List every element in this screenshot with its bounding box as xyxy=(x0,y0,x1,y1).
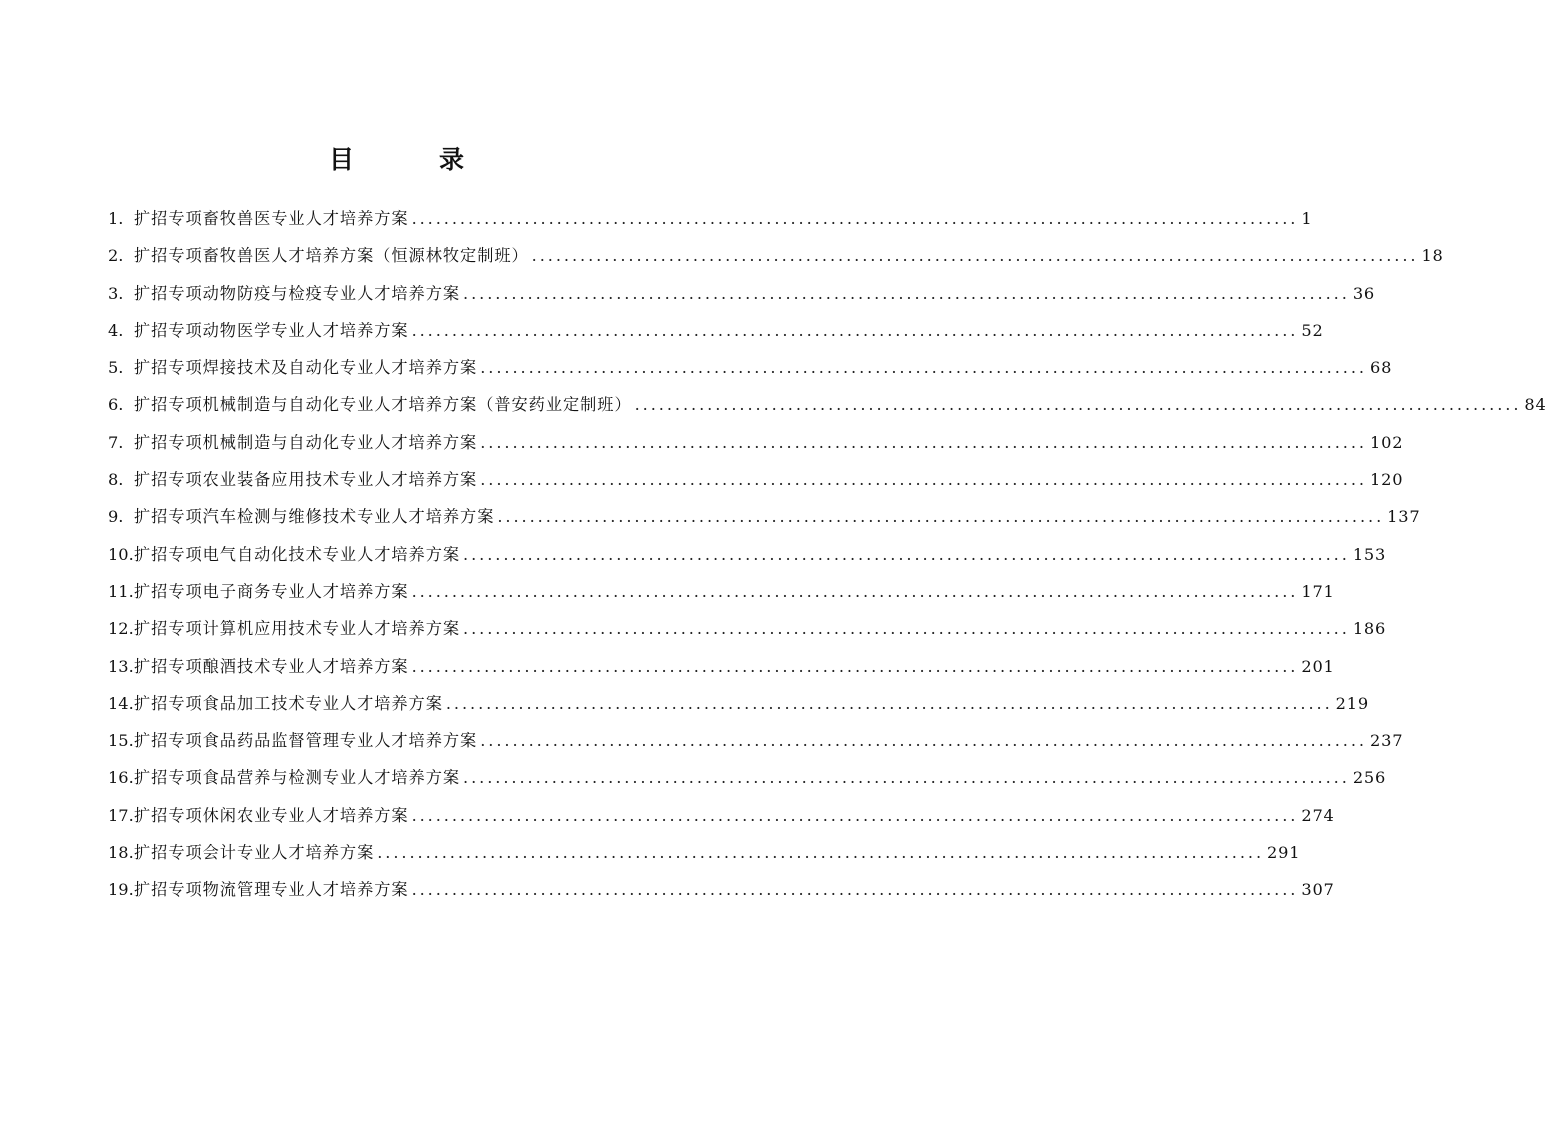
toc-entry-page-number: 171 xyxy=(1301,581,1335,601)
toc-entry-title: 扩招专项畜牧兽医人才培养方案（恒源林牧定制班） xyxy=(134,246,529,266)
toc-dot-leader: .............................................................................................................. xyxy=(411,880,1299,900)
toc-entry-title: 扩招专项休闲农业专业人才培养方案 xyxy=(134,805,409,825)
toc-entry-page-number: 274 xyxy=(1301,805,1335,825)
toc-dot-leader: .............................................................................................................. xyxy=(480,358,1367,378)
toc-entry[interactable] xyxy=(108,759,1387,796)
toc-entry-page-number: 219 xyxy=(1335,693,1369,713)
toc-entry-title: 扩招专项电气自动化技术专业人才培养方案 xyxy=(134,544,461,564)
toc-entry[interactable] xyxy=(108,648,1335,685)
toc-dot-leader: .............................................................................................................. xyxy=(411,320,1299,340)
toc-entry[interactable] xyxy=(108,386,1547,423)
toc-entry-page-number: 186 xyxy=(1352,619,1387,639)
toc-entry-title: 扩招专项农业装备应用技术专业人才培养方案 xyxy=(134,470,478,490)
toc-dot-leader: .............................................................................................................. xyxy=(463,283,1350,303)
toc-entry[interactable] xyxy=(108,536,1387,573)
toc-entry-title: 扩招专项机械制造与自动化专业人才培养方案（普安药业定制班） xyxy=(134,395,632,415)
toc-entry-number: 16. xyxy=(108,768,134,788)
toc-dot-leader: .............................................................................................................. xyxy=(480,731,1367,751)
toc-dot-leader: .............................................................................................................. xyxy=(480,432,1367,452)
toc-dot-leader: .............................................................................................................. xyxy=(531,246,1419,266)
toc-dot-leader: .............................................................................................................. xyxy=(411,209,1299,228)
toc-entry-title: 扩招专项动物防疫与检疫专业人才培养方案 xyxy=(134,283,461,303)
toc-entry-page-number: 291 xyxy=(1267,843,1301,863)
toc-entry-number: 19. xyxy=(108,880,134,900)
toc-entry-page-number: 68 xyxy=(1369,358,1393,378)
toc-entry[interactable] xyxy=(108,722,1404,759)
toc-entry-page-number: 36 xyxy=(1352,283,1376,303)
toc-entry-title: 扩招专项酿酒技术专业人才培养方案 xyxy=(134,656,409,676)
toc-entry-page-number: 153 xyxy=(1352,544,1387,564)
toc-entry[interactable] xyxy=(108,424,1404,461)
toc-dot-leader: .............................................................................................................. xyxy=(497,507,1385,527)
toc-entry[interactable] xyxy=(108,349,1393,386)
toc-entry-title: 扩招专项物流管理专业人才培养方案 xyxy=(134,880,409,900)
toc-entry-number: 13. xyxy=(108,656,134,676)
toc-entry[interactable] xyxy=(108,461,1404,498)
toc-entry-title: 扩招专项会计专业人才培养方案 xyxy=(134,843,375,863)
table-of-contents xyxy=(108,200,1547,909)
toc-entry-page-number: 52 xyxy=(1301,320,1324,340)
toc-dot-leader: .............................................................................................................. xyxy=(445,693,1333,713)
toc-entry-number: 12. xyxy=(108,619,134,639)
toc-entry-number: 14. xyxy=(108,693,134,713)
toc-entry-page-number: 102 xyxy=(1369,432,1404,452)
toc-entry-title: 扩招专项食品营养与检测专业人才培养方案 xyxy=(134,768,461,788)
toc-entry-title: 扩招专项电子商务专业人才培养方案 xyxy=(134,581,409,601)
toc-entry-page-number: 201 xyxy=(1301,656,1335,676)
toc-entry-number: 18. xyxy=(108,843,134,863)
toc-entry[interactable] xyxy=(108,275,1376,312)
toc-dot-leader: .............................................................................................................. xyxy=(411,581,1299,601)
toc-entry-title: 扩招专项焊接技术及自动化专业人才培养方案 xyxy=(134,358,478,378)
toc-entry[interactable] xyxy=(108,685,1369,722)
toc-entry-number: 15. xyxy=(108,731,134,751)
page-title: 目 录 xyxy=(328,144,494,174)
toc-entry[interactable] xyxy=(108,797,1335,834)
toc-entry-page-number: 18 xyxy=(1421,246,1444,266)
toc-entry-title: 扩招专项汽车检测与维修技术专业人才培养方案 xyxy=(134,507,495,527)
toc-dot-leader: .............................................................................................................. xyxy=(634,395,1522,415)
toc-entry-number: 8. xyxy=(108,470,124,490)
toc-dot-leader: .............................................................................................................. xyxy=(463,768,1350,788)
toc-dot-leader: .............................................................................................................. xyxy=(463,619,1350,639)
toc-entry-number: 1. xyxy=(108,209,124,228)
toc-entry-number: 11. xyxy=(108,581,134,601)
toc-entry-number: 4. xyxy=(108,320,124,340)
toc-dot-leader: .............................................................................................................. xyxy=(411,805,1299,825)
toc-entry-page-number: 256 xyxy=(1352,768,1387,788)
toc-entry-number: 17. xyxy=(108,805,134,825)
toc-entry-title: 扩招专项食品加工技术专业人才培养方案 xyxy=(134,693,443,713)
toc-dot-leader: .............................................................................................................. xyxy=(377,843,1265,863)
toc-entry-number: 6. xyxy=(108,395,124,415)
toc-entry[interactable] xyxy=(108,871,1335,908)
toc-entry[interactable] xyxy=(108,200,1313,237)
toc-entry-page-number: 237 xyxy=(1369,731,1404,751)
toc-entry[interactable] xyxy=(108,312,1324,349)
toc-entry-title: 扩招专项动物医学专业人才培养方案 xyxy=(134,320,409,340)
toc-entry-number: 10. xyxy=(108,544,134,564)
toc-entry-title: 扩招专项食品药品监督管理专业人才培养方案 xyxy=(134,731,478,751)
toc-entry[interactable] xyxy=(108,498,1421,535)
toc-entry-page-number: 137 xyxy=(1387,507,1421,527)
toc-dot-leader: .............................................................................................................. xyxy=(480,470,1367,490)
toc-entry-number: 7. xyxy=(108,432,124,452)
toc-entry-title: 扩招专项计算机应用技术专业人才培养方案 xyxy=(134,619,461,639)
toc-entry-page-number: 1 xyxy=(1301,209,1313,228)
toc-entry[interactable] xyxy=(108,610,1387,647)
toc-dot-leader: .............................................................................................................. xyxy=(463,544,1350,564)
toc-entry-page-number: 120 xyxy=(1369,470,1404,490)
toc-entry-page-number: 84 xyxy=(1524,395,1547,415)
toc-entry[interactable] xyxy=(108,237,1444,274)
toc-entry-number: 3. xyxy=(108,283,124,303)
toc-entry-number: 2. xyxy=(108,246,124,266)
toc-entry-number: 9. xyxy=(108,507,124,527)
toc-entry-title: 扩招专项机械制造与自动化专业人才培养方案 xyxy=(134,432,478,452)
toc-entry-number: 5. xyxy=(108,358,124,378)
toc-entry-title: 扩招专项畜牧兽医专业人才培养方案 xyxy=(134,209,409,228)
toc-entry-page-number: 307 xyxy=(1301,880,1335,900)
toc-dot-leader: .............................................................................................................. xyxy=(411,656,1299,676)
toc-entry[interactable] xyxy=(108,834,1301,871)
toc-entry[interactable] xyxy=(108,573,1335,610)
